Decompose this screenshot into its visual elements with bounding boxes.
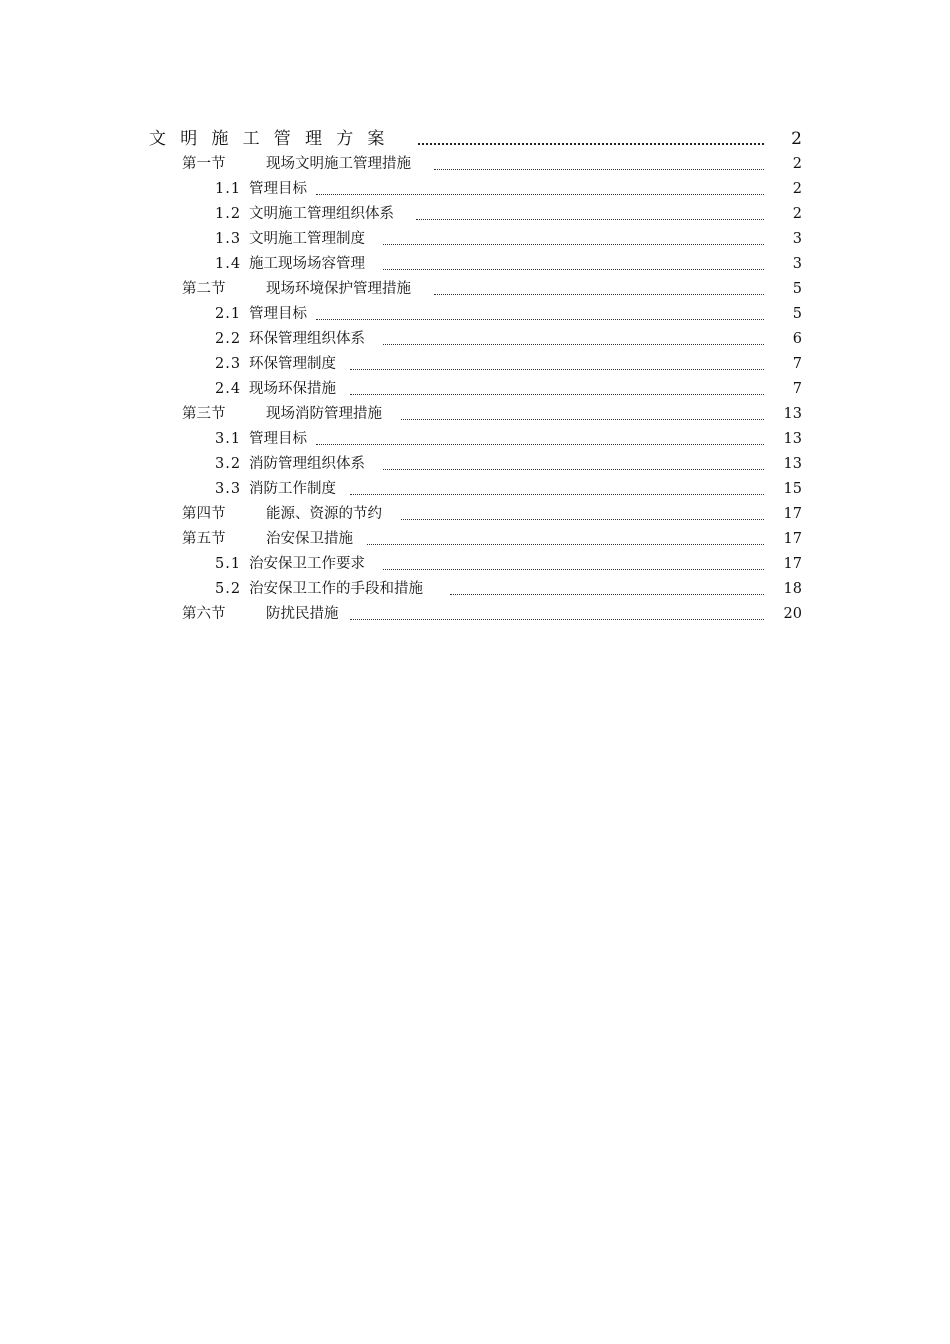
toc-subsection-number: 1.4 (215, 256, 242, 272)
toc-subsection-number: 1.1 (215, 181, 242, 197)
toc-subsection-row[interactable] (0, 174, 950, 199)
toc-subsection-row[interactable] (0, 299, 950, 324)
toc-subsection-number: 5.1 (215, 556, 242, 572)
toc-subsection-title: 环保管理制度 (249, 356, 336, 372)
toc-section-title: 现场文明施工管理措施 (266, 156, 411, 172)
toc-leader-dots (418, 143, 764, 145)
toc-section-title: 现场环境保护管理措施 (266, 281, 411, 297)
toc-section-row[interactable] (0, 149, 950, 174)
toc-subsection-title: 管理目标 (249, 306, 307, 322)
toc-subsection-title: 文明施工管理组织体系 (249, 206, 394, 222)
toc-page-number: 3 (792, 256, 802, 272)
toc-subsection-title: 现场环保措施 (249, 381, 336, 397)
toc-subsection-row[interactable] (0, 199, 950, 224)
toc-leader-dots (434, 169, 764, 170)
toc-leader-dots (350, 394, 764, 395)
toc-page-number: 17 (783, 556, 802, 572)
toc-section-row[interactable] (0, 599, 950, 624)
toc-main-title: 文明施工管理方案 (149, 129, 399, 149)
toc-leader-dots (383, 344, 764, 345)
toc-page-number: 2 (792, 206, 802, 222)
toc-page-number: 13 (783, 456, 802, 472)
toc-section-number: 第一节 (182, 156, 226, 172)
toc-subsection-number: 2.2 (215, 331, 242, 347)
toc-subsection-row[interactable] (0, 349, 950, 374)
toc-subsection-title: 管理目标 (249, 431, 307, 447)
toc-subsection-row[interactable] (0, 374, 950, 399)
toc-subsection-title: 文明施工管理制度 (249, 231, 365, 247)
toc-leader-dots (434, 294, 764, 295)
toc-section-row[interactable] (0, 399, 950, 424)
toc-page-number: 18 (783, 581, 802, 597)
toc-section-number: 第四节 (182, 506, 226, 522)
toc-page-number: 2 (792, 181, 802, 197)
toc-leader-dots (316, 319, 764, 320)
toc-leader-dots (383, 569, 764, 570)
toc-section-row[interactable] (0, 499, 950, 524)
toc-subsection-row[interactable] (0, 574, 950, 599)
toc-subsection-row[interactable] (0, 224, 950, 249)
toc-leader-dots (416, 219, 764, 220)
toc-page-number: 17 (783, 531, 802, 547)
toc-page-number: 17 (783, 506, 802, 522)
toc-page-number: 13 (783, 406, 802, 422)
toc-section-title: 能源、资源的节约 (266, 506, 382, 522)
toc-leader-dots (367, 544, 764, 545)
toc-subsection-number: 2.3 (215, 356, 242, 372)
toc-page-number: 15 (783, 481, 802, 497)
toc-page-number: 7 (792, 356, 802, 372)
toc-leader-dots (383, 469, 764, 470)
toc-page-number: 5 (792, 281, 802, 297)
toc-subsection-row[interactable] (0, 474, 950, 499)
toc-page-number: 20 (783, 606, 802, 622)
toc-leader-dots (401, 519, 764, 520)
toc-subsection-number: 3.2 (215, 456, 242, 472)
toc-page-number: 2 (792, 156, 802, 172)
toc-subsection-title: 治安保卫工作的手段和措施 (249, 581, 423, 597)
toc-subsection-number: 3.1 (215, 431, 242, 447)
toc-leader-dots (316, 444, 764, 445)
toc-leader-dots (350, 369, 764, 370)
toc-subsection-title: 治安保卫工作要求 (249, 556, 365, 572)
toc-section-row[interactable] (0, 274, 950, 299)
toc-page-number: 5 (792, 306, 802, 322)
toc-subsection-number: 1.2 (215, 206, 242, 222)
toc-leader-dots (383, 269, 764, 270)
toc-leader-dots (383, 244, 764, 245)
toc-subsection-row[interactable] (0, 549, 950, 574)
toc-page-number: 3 (792, 231, 802, 247)
toc-page-number: 2 (791, 129, 802, 149)
toc-leader-dots (350, 494, 764, 495)
toc-subsection-title: 消防工作制度 (249, 481, 336, 497)
toc-subsection-title: 施工现场场容管理 (249, 256, 365, 272)
toc-section-number: 第六节 (182, 606, 226, 622)
toc-subsection-row[interactable] (0, 424, 950, 449)
toc-section-title: 治安保卫措施 (266, 531, 353, 547)
toc-page-number: 7 (792, 381, 802, 397)
toc-subsection-title: 管理目标 (249, 181, 307, 197)
toc-section-row[interactable] (0, 524, 950, 549)
toc-page-number: 6 (792, 331, 802, 347)
toc-section-number: 第五节 (182, 531, 226, 547)
toc-leader-dots (350, 619, 764, 620)
toc-leader-dots (450, 594, 764, 595)
toc-subsection-row[interactable] (0, 449, 950, 474)
toc-subsection-row[interactable] (0, 249, 950, 274)
toc-subsection-number: 2.1 (215, 306, 242, 322)
toc-subsection-number: 3.3 (215, 481, 242, 497)
toc-page-number: 13 (783, 431, 802, 447)
toc-subsection-title: 环保管理组织体系 (249, 331, 365, 347)
toc-subsection-row[interactable] (0, 324, 950, 349)
toc-section-title: 防扰民措施 (266, 606, 339, 622)
toc-subsection-number: 2.4 (215, 381, 242, 397)
toc-section-number: 第三节 (182, 406, 226, 422)
toc-leader-dots (401, 419, 764, 420)
toc-leader-dots (316, 194, 764, 195)
toc-section-number: 第二节 (182, 281, 226, 297)
toc-subsection-number: 5.2 (215, 581, 242, 597)
toc-section-title: 现场消防管理措施 (266, 406, 382, 422)
toc-subsection-number: 1.3 (215, 231, 242, 247)
toc-subsection-title: 消防管理组织体系 (249, 456, 365, 472)
toc-main-title-row[interactable] (0, 124, 950, 149)
